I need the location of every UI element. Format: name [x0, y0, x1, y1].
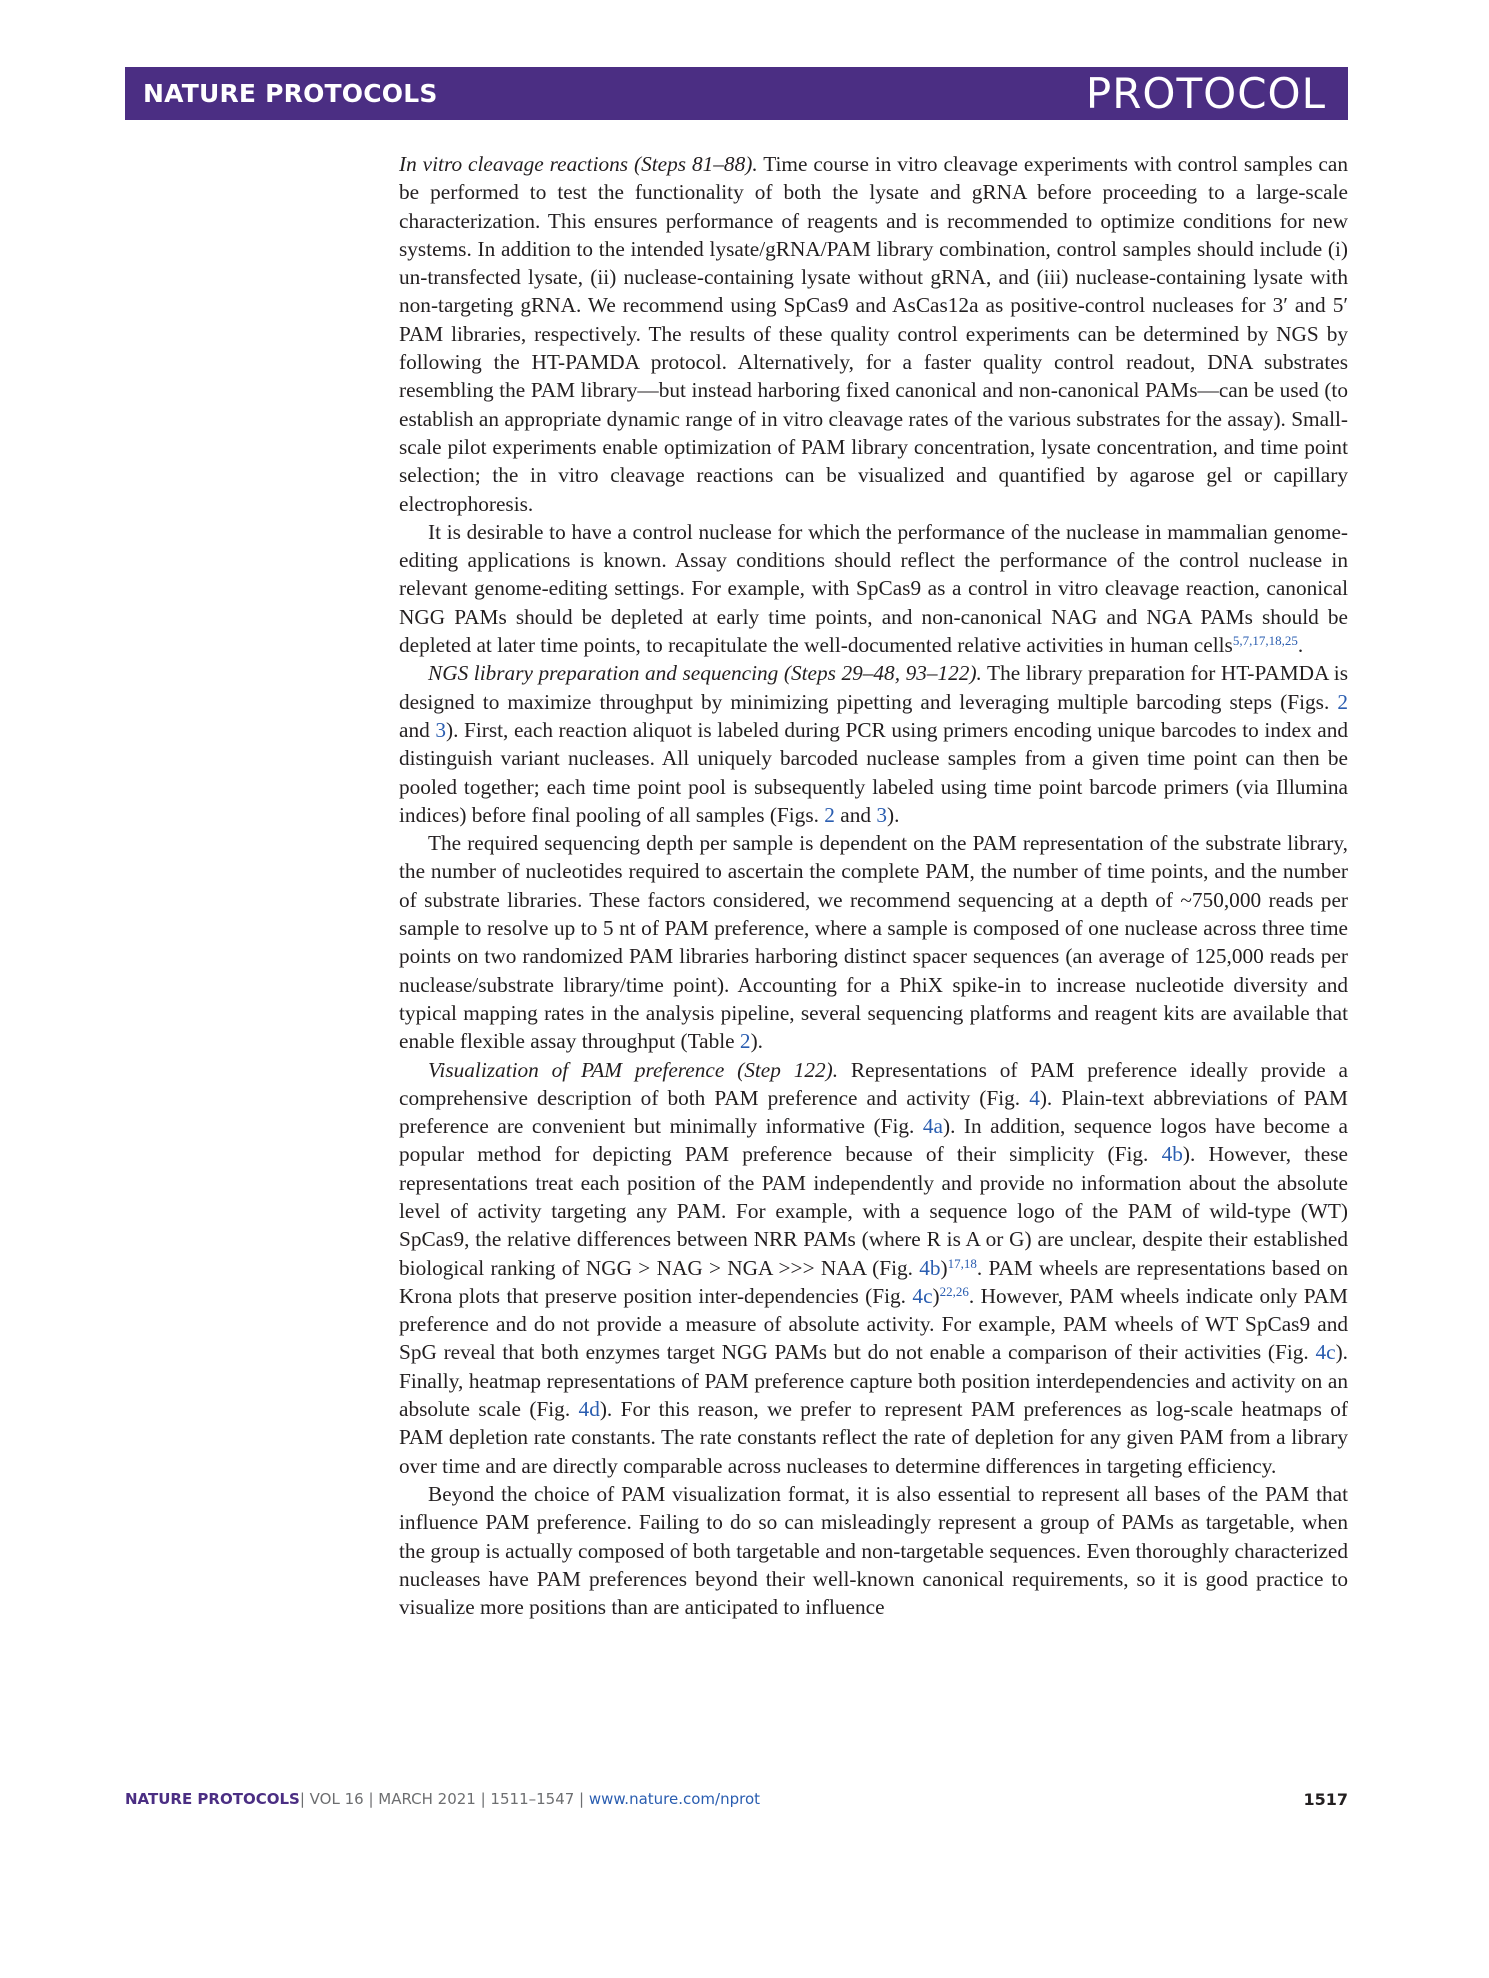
table-link[interactable]: 2 [739, 1029, 751, 1054]
reference-citation[interactable]: 17,18 [947, 1255, 977, 1271]
figure-link[interactable]: 3 [435, 717, 446, 742]
footer-journal: NATURE PROTOCOLS [125, 1790, 300, 1808]
paragraph-pam-bases: Beyond the choice of PAM visualization format, it is also essential to represent all bases of the PAM that influence PAM preference. Failing to do so can misleadingly represent a group of PAMs as targetable, when the group is actually composed of both targetable and non-targetable sequences. Even thoroughly characterized nucleases have PAM preferences beyond their well-known canonical requirements, so it is good practice to visualize more positions than are anticipated to influence [399, 1481, 1348, 1620]
figure-link[interactable]: 4b [919, 1255, 941, 1280]
figure-link[interactable]: 4a [922, 1114, 943, 1139]
figure-link[interactable]: 4b [1161, 1142, 1183, 1167]
paragraph-sequencing-depth: The required sequencing depth per sample is dependent on the PAM representation of the substrate library, the number of nucleotides required to ascertain the complete PAM, the number of time points, and the number of substrate libraries. These factors considered, we recommend sequencing at a depth of ~750,000 reads per sample to resolve up to 5 nt of PAM preference, where a sample is composed of one nuclease across three time points on two randomized PAM libraries harboring distinct spacer sequences (an average of 125,000 reads per nuclease/substrate library/time point). Accounting for a PhiX spike-in to increase nucleotide diversity and typical mapping rates in the analysis pipeline, several sequencing platforms and reagent kits are available that enable flexible assay throughput (Table 2). [399, 831, 1348, 1054]
article-body [399, 150, 1348, 1621]
subsection-heading: In vitro cleavage reactions (Steps 81–88). [399, 152, 758, 176]
journal-name: NATURE PROTOCOLS [143, 79, 438, 108]
reference-citation[interactable]: 22,26 [939, 1283, 969, 1299]
figure-link[interactable]: 4 [1029, 1085, 1040, 1110]
figure-link[interactable]: 4d [578, 1397, 600, 1422]
subsection-heading: Visualization of PAM preference (Step 122). [428, 1057, 839, 1082]
figure-link[interactable]: 2 [1337, 689, 1348, 714]
figure-link[interactable]: 4c [912, 1283, 933, 1308]
figure-link[interactable]: 3 [876, 802, 887, 827]
page-footer [125, 1790, 1348, 1808]
figure-link[interactable]: 4c [1315, 1340, 1336, 1365]
article-type: PROTOCOL [1085, 69, 1326, 118]
figure-link[interactable]: 2 [824, 802, 835, 827]
paragraph-ngs-library: NGS library preparation and sequencing (Steps 29–48, 93–122). The library preparation for HT-PAMDA is designed to maximize throughput by minimizing pipetting and leveraging multiple barcoding steps (Figs. 2 and 3). First, each reaction aliquot is labeled during PCR using primers encoding unique barcodes to index and distinguish variant nucleases. All uniquely barcoded nuclease samples from a given time point can then be pooled together; each time point pool is subsequently labeled using time point barcode primers (via Illumina indices) before final pooling of all samples (Figs. 2 and 3). [399, 661, 1349, 827]
page-number: 1517 [1303, 1790, 1348, 1809]
paragraph-in-vitro-cleavage: In vitro cleavage reactions (Steps 81–88). Time course in vitro cleavage experiments with control samples can be performed to test the functionality of both the lysate and gRNA before proceeding to a large-scale characterization. This ensures performance of reagents and is recommended to optimize conditions for new systems. In addition to the intended lysate/gRNA/PAM library combination, control samples should include (i) un-transfected lysate, (ii) nuclease-containing lysate without gRNA, and (iii) nuclease-containing lysate with non-targeting gRNA. We recommend using SpCas9 and AsCas12a as positive-control nucleases for 3′ and 5′ PAM libraries, respectively. The results of these quality control experiments can be determined by NGS by following the HT-PAMDA protocol. Alternatively, for a faster quality control readout, DNA substrates resembling the PAM library—but instead harboring fixed canonical and non-canonical PAMs—can be used (to establish an appropriate dynamic range of in vitro cleavage rates of the various substrates for the assay). Small-scale pilot experiments enable optimization of PAM library concentration, lysate concentration, and time point selection; the in vitro cleavage reactions can be visualized and quantified by agarose gel or capillary electrophoresis. [399, 152, 1348, 516]
paragraph-visualization: Visualization of PAM preference (Step 122). Representations of PAM preference ideally provide a comprehensive description of both PAM preference and activity (Fig. 4). Plain-text abbreviations of PAM preference are convenient but minimally informative (Fig. 4a). In addition, sequence logos have become a popular method for depicting PAM preference because of their simplicity (Fig. 4b). However, these representations treat each position of the PAM independently and provide no information about the absolute level of activity targeting any PAM. For example, with a sequence logo of the PAM of wild-type (WT) SpCas9, the relative differences between NRR PAMs (where R is A or G) are unclear, despite their established biological ranking of NGG > NAG > NGA >>> NAA (Fig. 4b)$^{17,18}$. PAM wheels are representations based on Krona plots that preserve position inter-dependencies (Fig. 4c)$^{22,26}$. However, PAM wheels indicate only PAM preference and do not provide a measure of absolute activity. For example, PAM wheels of WT SpCas9 and SpG reveal that both enzymes target NGG PAMs but do not enable a comparison of their activities (Fig. 4c). Finally, heatmap representations of PAM preference capture both position interdependencies and activity on an absolute scale (Fig. 4d). For this reason, we prefer to represent PAM preferences as log-scale heatmaps of PAM depletion rate constants. The rate constants reflect the rate of depletion for any given PAM from a library over time and are directly comparable across nucleases to determine differences in targeting efficiency. [399, 1057, 1349, 1478]
journal-header [125, 67, 1348, 120]
footer-issue-info: | VOL 16 | MARCH 2021 | 1511–1547 | [299, 1790, 589, 1808]
reference-citation[interactable]: 5,7,17,18,25 [1232, 633, 1298, 649]
paragraph-control-nuclease: It is desirable to have a control nuclease for which the performance of the nuclease in mammalian genome-editing applications is known. Assay conditions should reflect the performance of the control nuclease in relevant genome-editing settings. For example, with SpCas9 as a control in vitro cleavage reaction, canonical NGG PAMs should be depleted at early time points, and non-canonical NAG and NGA PAMs should be depleted at later time points, to recapitulate the well-documented relative activities in human cells$^{5,7,17,18,25}$. [399, 519, 1348, 658]
subsection-heading: NGS library preparation and sequencing (Steps 29–48, 93–122). [428, 661, 982, 686]
footer-url-link[interactable]: www.nature.com/nprot [588, 1790, 761, 1808]
